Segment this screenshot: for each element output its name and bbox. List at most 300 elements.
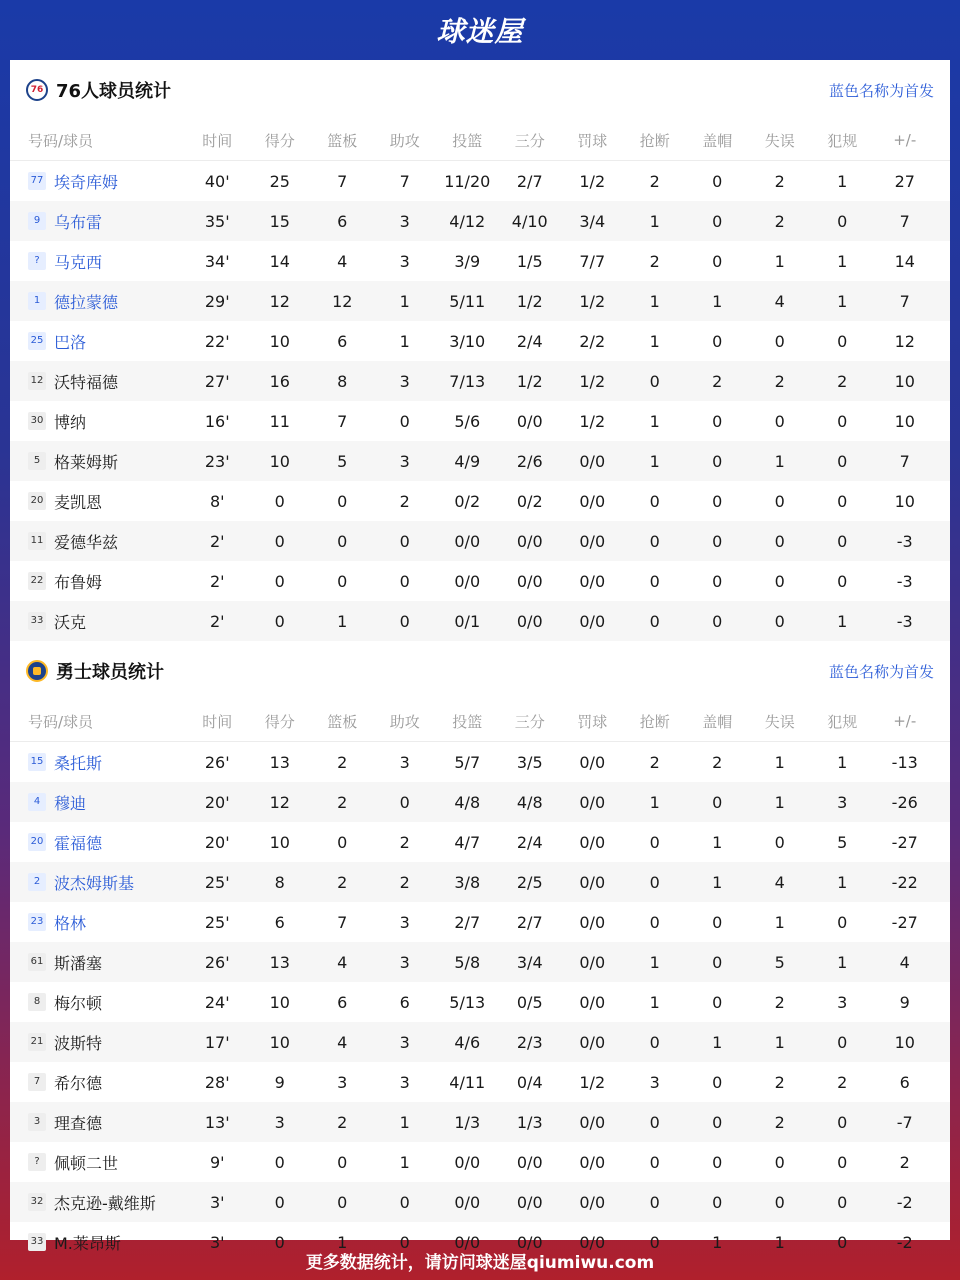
stat-cell: 29': [204, 291, 230, 311]
stat-cell: 2: [399, 872, 410, 892]
player-cell[interactable]: [10, 490, 186, 513]
stat-cell: 1: [649, 211, 660, 231]
stat-cell: 2': [209, 571, 225, 591]
stat-cell: 0/0: [516, 411, 543, 431]
column-header: 失误: [764, 712, 795, 731]
column-header: 号码/球员: [28, 131, 94, 150]
stat-cell: 2/7: [516, 171, 543, 191]
stat-cell: 6: [337, 211, 348, 231]
stat-cell: 0: [712, 251, 723, 271]
footer-banner[interactable]: 更多数据统计，请访问球迷屋qiumiwu.com: [305, 1252, 655, 1273]
player-row[interactable]: [10, 1182, 950, 1222]
stat-cell: 2: [337, 752, 348, 772]
player-row[interactable]: [10, 201, 950, 241]
stat-cell: -3: [896, 611, 913, 631]
stat-cell: 5/11: [449, 291, 486, 311]
stat-cell: 13: [269, 752, 290, 772]
bridge-shape: [33, 667, 41, 675]
player-row[interactable]: [10, 902, 950, 942]
stat-cell: 2: [649, 752, 660, 772]
stat-cell: 0: [649, 1112, 660, 1132]
column-header: 抢断: [639, 131, 670, 150]
jersey-number: 12: [28, 372, 46, 390]
stat-cell: 0: [712, 1152, 723, 1172]
stat-cell: 0: [649, 832, 660, 852]
stat-cell: 16': [204, 411, 230, 431]
player-row[interactable]: [10, 862, 950, 902]
player-row[interactable]: [10, 441, 950, 481]
stat-cell: 16: [269, 371, 290, 391]
stat-cell: 17': [204, 1032, 230, 1052]
stat-cell: 3: [837, 992, 848, 1012]
player-name[interactable]: 爱德华兹: [54, 532, 119, 552]
stat-cell: 1: [649, 952, 660, 972]
player-row[interactable]: [10, 742, 950, 782]
stat-cell: 0: [274, 1232, 285, 1252]
stat-cell: 14: [894, 251, 915, 271]
player-name[interactable]: 德拉蒙德: [54, 292, 119, 312]
jersey-number: 1: [28, 292, 46, 310]
column-header: 罚球: [577, 131, 608, 150]
column-header: 时间: [202, 712, 233, 731]
player-name[interactable]: 霍福德: [54, 833, 103, 853]
stat-cell: 0: [837, 531, 848, 551]
stat-cell: 0: [712, 331, 723, 351]
stat-cell: 9: [899, 992, 910, 1012]
stat-cell: 1: [649, 291, 660, 311]
column-header: 时间: [202, 131, 233, 150]
stat-cell: 6: [337, 992, 348, 1012]
stat-cell: 0: [399, 571, 410, 591]
stat-cell: 0/5: [516, 992, 543, 1012]
stat-cell: 3: [399, 912, 410, 932]
player-cell[interactable]: [10, 1031, 186, 1054]
stat-cell: 2: [712, 371, 723, 391]
stat-cell: 1: [712, 872, 723, 892]
player-name[interactable]: M.莱昂斯: [54, 1233, 121, 1253]
stat-cell: 1: [337, 1232, 348, 1252]
stat-cell: 2': [209, 611, 225, 631]
player-name[interactable]: 巴洛: [54, 332, 87, 352]
stat-cell: 0: [837, 451, 848, 471]
player-row[interactable]: [10, 521, 950, 561]
stat-cell: -27: [891, 832, 918, 852]
player-row[interactable]: [10, 822, 950, 862]
stat-cell: 40': [204, 171, 230, 191]
player-cell[interactable]: [10, 831, 186, 854]
stat-cell: 26': [204, 752, 230, 772]
stat-cell: 1: [337, 611, 348, 631]
player-row[interactable]: [10, 321, 950, 361]
starter-legend: 蓝色名称为首发: [828, 81, 934, 100]
player-row[interactable]: [10, 782, 950, 822]
stat-cell: 24': [204, 992, 230, 1012]
player-cell[interactable]: [10, 250, 186, 273]
stat-cell: 1/3: [516, 1112, 543, 1132]
player-cell[interactable]: [10, 170, 186, 193]
player-name[interactable]: 麦凯恩: [54, 492, 103, 512]
player-row[interactable]: [10, 942, 950, 982]
stat-cell: 10: [269, 451, 290, 471]
player-cell[interactable]: [10, 1151, 186, 1174]
team-section: [10, 60, 950, 641]
player-row[interactable]: [10, 1062, 950, 1102]
stat-cell: 27': [204, 371, 230, 391]
jersey-number: 20: [28, 492, 46, 510]
player-cell[interactable]: [10, 751, 186, 774]
jersey-number: 77: [28, 172, 46, 190]
player-cell[interactable]: [10, 330, 186, 353]
stat-cell: 27: [894, 171, 915, 191]
player-cell[interactable]: [10, 871, 186, 894]
column-header: 篮板: [327, 712, 358, 731]
player-cell[interactable]: [10, 610, 186, 633]
jersey-number: 4: [28, 793, 46, 811]
stat-cell: 0/2: [516, 491, 543, 511]
stat-cell: 0/0: [579, 1112, 606, 1132]
stat-cell: 20': [204, 832, 230, 852]
stat-cell: 15: [269, 211, 290, 231]
stat-cell: 6: [274, 912, 285, 932]
stat-cell: 22': [204, 331, 230, 351]
stat-cell: 2: [899, 1152, 910, 1172]
stat-cell: 3/4: [579, 211, 606, 231]
stat-cell: 0: [337, 1192, 348, 1212]
stat-cell: 0: [837, 211, 848, 231]
stat-cell: 0: [774, 611, 785, 631]
stat-cell: 26': [204, 952, 230, 972]
jersey-number: 11: [28, 532, 46, 550]
stat-cell: 2': [209, 531, 225, 551]
team-section: [10, 641, 950, 1262]
player-row[interactable]: [10, 481, 950, 521]
stat-cell: 3/10: [449, 331, 486, 351]
stat-cell: 2: [774, 1072, 785, 1092]
jersey-number: 3: [28, 1113, 46, 1131]
stat-cell: 3: [399, 952, 410, 972]
player-row[interactable]: [10, 401, 950, 441]
brand-logo-text: 球迷屋: [436, 15, 524, 48]
player-name[interactable]: 马克西: [54, 252, 103, 272]
jersey-number: 61: [28, 953, 46, 971]
stat-cell: 2: [337, 872, 348, 892]
stat-cell: 0: [712, 1192, 723, 1212]
stat-cell: 3: [837, 792, 848, 812]
stat-cell: 0: [837, 491, 848, 511]
stat-cell: 2: [649, 251, 660, 271]
stat-cell: 25: [269, 171, 290, 191]
player-name[interactable]: 佩顿二世: [54, 1153, 119, 1173]
stat-cell: 34': [204, 251, 230, 271]
stat-cell: 0: [337, 832, 348, 852]
stat-cell: 2/4: [516, 832, 543, 852]
column-header: 犯规: [827, 712, 858, 731]
stat-cell: 0/0: [516, 531, 543, 551]
jersey-number: ?: [28, 252, 46, 270]
column-header: 投篮: [452, 712, 483, 731]
stat-cell: 7: [899, 291, 910, 311]
player-cell[interactable]: [10, 911, 186, 934]
column-header: 罚球: [577, 712, 608, 731]
team-title: 76人球员统计: [56, 81, 172, 102]
player-name[interactable]: 沃克: [54, 612, 87, 632]
jersey-number: 2: [28, 873, 46, 891]
stat-cell: 0: [774, 411, 785, 431]
player-name[interactable]: 格林: [54, 913, 87, 933]
stat-cell: 8': [209, 491, 225, 511]
column-header: 失误: [764, 131, 795, 150]
stat-cell: 5/6: [454, 411, 481, 431]
player-row[interactable]: [10, 1022, 950, 1062]
player-name[interactable]: 波杰姆斯基: [54, 873, 135, 893]
column-header-row: [10, 120, 950, 161]
column-header: 投篮: [452, 131, 483, 150]
player-cell[interactable]: [10, 1071, 186, 1094]
stat-cell: 13': [204, 1112, 230, 1132]
stat-cell: 0/0: [579, 1192, 606, 1212]
stat-cell: 7/13: [449, 371, 486, 391]
stat-cell: 0: [712, 912, 723, 932]
stat-cell: 0: [399, 1232, 410, 1252]
stat-cell: 0: [274, 491, 285, 511]
stat-cell: 7: [337, 411, 348, 431]
column-header: 篮板: [327, 131, 358, 150]
jersey-number: 7: [28, 1073, 46, 1091]
stat-cell: 3: [399, 752, 410, 772]
stat-cell: 0: [774, 331, 785, 351]
stat-cell: 1: [837, 872, 848, 892]
stat-cell: -7: [896, 1112, 913, 1132]
stat-cell: 5/7: [454, 752, 481, 772]
column-header: 犯规: [827, 131, 858, 150]
stat-cell: -2: [896, 1192, 913, 1212]
team-header: [10, 60, 950, 120]
player-name[interactable]: 梅尔顿: [54, 993, 103, 1013]
stat-cell: 1: [837, 251, 848, 271]
stat-cell: 0: [399, 792, 410, 812]
stat-cell: 0: [649, 872, 660, 892]
stat-cell: 5/13: [449, 992, 486, 1012]
stat-cell: 1: [774, 1232, 785, 1252]
stat-cell: 0: [649, 491, 660, 511]
stat-cell: 11/20: [444, 171, 491, 191]
stat-cell: 1: [774, 1032, 785, 1052]
stat-cell: 6: [399, 992, 410, 1012]
76ers-logo-icon: 76: [26, 79, 48, 101]
player-row[interactable]: [10, 161, 950, 201]
stat-cell: 0/0: [579, 912, 606, 932]
stat-cell: 1: [712, 1032, 723, 1052]
stat-cell: 0: [712, 1072, 723, 1092]
jersey-number: 15: [28, 753, 46, 771]
player-row[interactable]: [10, 281, 950, 321]
stat-cell: 10: [894, 371, 915, 391]
stat-cell: 1: [837, 952, 848, 972]
stat-cell: 1: [399, 331, 410, 351]
player-name[interactable]: 杰克逊-戴维斯: [54, 1193, 156, 1213]
stat-cell: 6: [337, 331, 348, 351]
stat-cell: 2: [399, 832, 410, 852]
stat-cell: 0/2: [454, 491, 481, 511]
stat-cell: 0: [712, 211, 723, 231]
stat-cell: 0: [274, 531, 285, 551]
column-header: 助攻: [389, 712, 420, 731]
stat-cell: 0: [649, 531, 660, 551]
stat-cell: 1: [837, 611, 848, 631]
player-name[interactable]: 沃特福德: [54, 372, 119, 392]
stat-cell: 0: [274, 1152, 285, 1172]
stat-cell: 1: [712, 291, 723, 311]
stat-cell: 0: [774, 491, 785, 511]
stat-cell: 1/2: [516, 291, 543, 311]
stat-cell: 4: [337, 1032, 348, 1052]
stat-cell: 3: [337, 1072, 348, 1092]
stat-cell: 0: [712, 571, 723, 591]
stat-cell: 4: [337, 952, 348, 972]
team-title: 勇士球员统计: [56, 662, 164, 683]
stat-cell: 3': [209, 1232, 225, 1252]
starter-legend: 蓝色名称为首发: [828, 662, 934, 681]
jersey-number: 9: [28, 212, 46, 230]
stat-cell: 0: [399, 611, 410, 631]
stat-cell: 0/4: [516, 1072, 543, 1092]
stat-cell: 8: [274, 872, 285, 892]
player-cell[interactable]: [10, 991, 186, 1014]
stat-cell: 0/1: [454, 611, 481, 631]
stat-cell: 1/2: [516, 371, 543, 391]
stat-cell: 9': [209, 1152, 225, 1172]
player-cell[interactable]: [10, 1191, 186, 1214]
player-cell[interactable]: [10, 450, 186, 473]
stat-cell: -13: [891, 752, 918, 772]
stat-cell: 7: [899, 451, 910, 471]
stat-cell: 2: [337, 1112, 348, 1132]
stat-cell: 0: [399, 1192, 410, 1212]
jersey-number: 33: [28, 1233, 46, 1251]
stat-cell: 7: [337, 912, 348, 932]
stat-cell: 1/3: [454, 1112, 481, 1132]
stat-cell: 6: [899, 1072, 910, 1092]
stat-cell: 0: [837, 571, 848, 591]
stat-cell: 0: [774, 832, 785, 852]
player-row[interactable]: [10, 1102, 950, 1142]
jersey-number: 21: [28, 1033, 46, 1051]
player-cell[interactable]: [10, 410, 186, 433]
stat-cell: 3: [399, 1032, 410, 1052]
stat-cell: 1: [712, 832, 723, 852]
stat-cell: 3: [649, 1072, 660, 1092]
stat-cell: 1: [712, 1232, 723, 1252]
stat-cell: 0: [774, 571, 785, 591]
stat-cell: 3: [399, 371, 410, 391]
stat-cell: 0/0: [579, 792, 606, 812]
stat-cell: 1: [399, 1112, 410, 1132]
stat-cell: 0/0: [579, 752, 606, 772]
stat-cell: 0: [712, 952, 723, 972]
stat-cell: 3: [399, 451, 410, 471]
stat-cell: 1: [774, 912, 785, 932]
stat-cell: 3/5: [516, 752, 543, 772]
stat-cell: 3/4: [516, 952, 543, 972]
stat-cell: 10: [269, 832, 290, 852]
stat-cell: 1: [649, 331, 660, 351]
stat-cell: 0/0: [579, 992, 606, 1012]
player-row[interactable]: [10, 1142, 950, 1182]
player-row[interactable]: [10, 361, 950, 401]
player-name[interactable]: 波斯特: [54, 1033, 103, 1053]
player-cell[interactable]: [10, 210, 186, 233]
player-cell[interactable]: [10, 290, 186, 313]
player-name[interactable]: 桑托斯: [54, 753, 103, 773]
stat-cell: 0: [649, 912, 660, 932]
player-cell[interactable]: [10, 1111, 186, 1134]
player-row[interactable]: [10, 241, 950, 281]
player-name[interactable]: 埃奇库姆: [54, 172, 119, 192]
player-cell[interactable]: [10, 791, 186, 814]
stat-cell: 4/7: [454, 832, 481, 852]
jersey-number: 32: [28, 1193, 46, 1211]
stat-cell: 0/0: [516, 611, 543, 631]
stat-cell: 25': [204, 872, 230, 892]
stat-cell: 1: [774, 752, 785, 772]
player-cell[interactable]: [10, 530, 186, 553]
player-name[interactable]: 布鲁姆: [54, 572, 103, 592]
stat-cell: 1: [837, 291, 848, 311]
player-cell[interactable]: [10, 570, 186, 593]
stat-cell: 0: [837, 331, 848, 351]
stat-cell: 0/0: [579, 832, 606, 852]
stat-cell: 0/0: [579, 952, 606, 972]
stat-cell: 3: [399, 1072, 410, 1092]
stat-cell: 5: [774, 952, 785, 972]
stat-cell: 0: [837, 1112, 848, 1132]
stat-cell: 1: [649, 451, 660, 471]
stat-cell: 13: [269, 952, 290, 972]
player-row[interactable]: [10, 601, 950, 641]
stat-cell: 0: [337, 531, 348, 551]
stat-cell: 0: [712, 611, 723, 631]
player-row[interactable]: [10, 561, 950, 601]
stat-cell: -3: [896, 571, 913, 591]
stat-cell: 3': [209, 1192, 225, 1212]
player-cell[interactable]: [10, 951, 186, 974]
stat-cell: 0: [774, 1152, 785, 1172]
player-name[interactable]: 格莱姆斯: [54, 452, 119, 472]
stat-cell: 0: [712, 992, 723, 1012]
stat-cell: 2: [399, 491, 410, 511]
stat-cell: 0: [712, 411, 723, 431]
stat-cell: 10: [269, 1032, 290, 1052]
player-row[interactable]: [10, 982, 950, 1022]
player-cell[interactable]: [10, 370, 186, 393]
stat-cell: 4: [774, 291, 785, 311]
stat-cell: 2/5: [516, 872, 543, 892]
stat-cell: 0: [337, 1152, 348, 1172]
player-name[interactable]: 乌布雷: [54, 212, 103, 232]
stat-cell: 1: [837, 171, 848, 191]
player-name[interactable]: 穆迪: [54, 793, 87, 813]
player-name[interactable]: 希尔德: [54, 1073, 103, 1093]
stat-cell: 5: [337, 451, 348, 471]
stat-cell: 0: [774, 531, 785, 551]
player-name[interactable]: 理查德: [54, 1113, 103, 1133]
player-name[interactable]: 斯潘塞: [54, 953, 103, 973]
player-name[interactable]: 博纳: [54, 412, 87, 432]
stat-cell: 4/10: [511, 211, 548, 231]
jersey-number: ?: [28, 1153, 46, 1171]
jersey-number: 8: [28, 993, 46, 1011]
stat-cell: 0/0: [579, 571, 606, 591]
